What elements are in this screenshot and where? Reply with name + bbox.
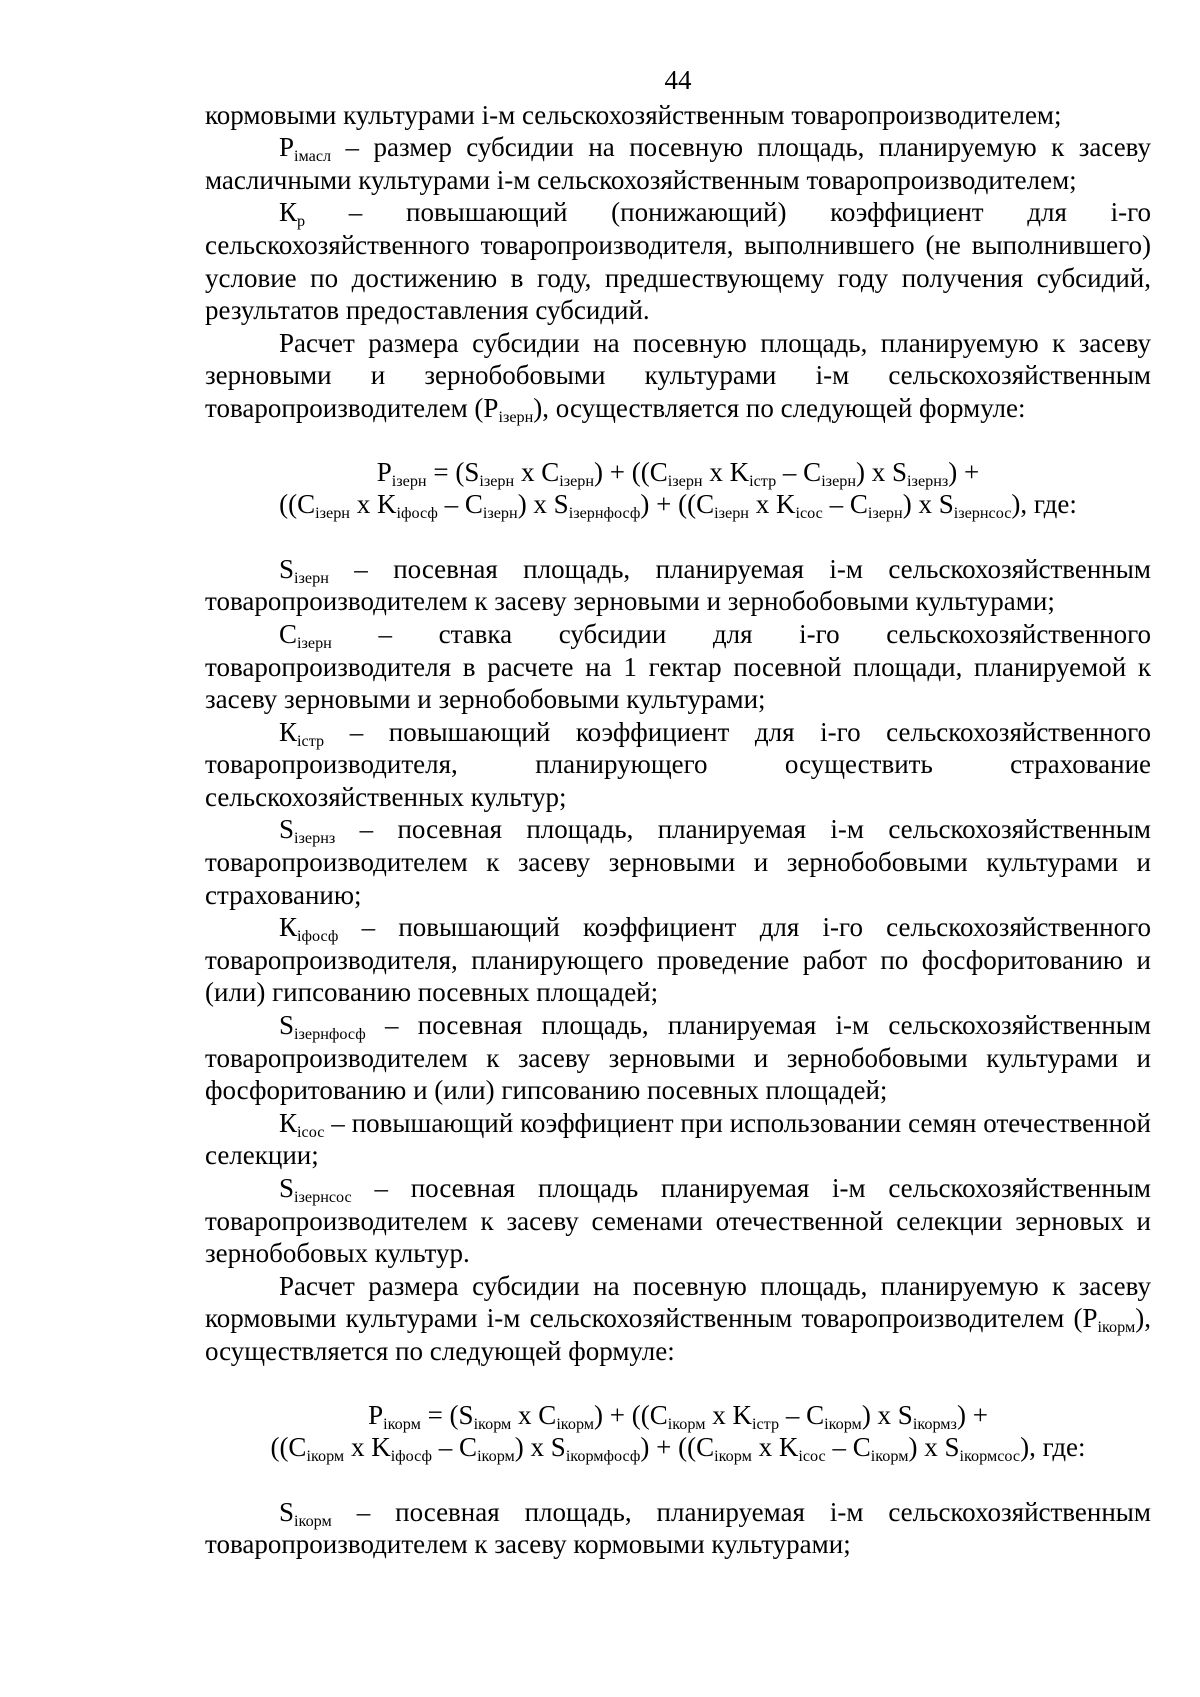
formula-text: x K — [748, 489, 796, 520]
formula-text: ) x S — [514, 1432, 566, 1463]
symbol-subscript: р — [297, 212, 306, 231]
formula-text: x K — [705, 1399, 752, 1430]
paragraph-text: ), осуществляется по следующей формуле: — [533, 392, 1026, 423]
formula-line — [205, 1431, 1151, 1464]
symbol-subscript: iкорм — [1097, 1318, 1136, 1337]
symbol-subscript: iсос — [297, 1122, 325, 1141]
definition-text: – посевная площадь, планируемая i-м сельскохозяйственным товаропроизводителем к засеву зерновыми и зернобобовыми культурами и страхованию; — [205, 814, 1151, 910]
formula-text: ) + — [956, 1399, 988, 1430]
document-page — [205, 64, 1151, 1561]
formula-subscript: iзернсос — [953, 503, 1012, 522]
formula-text: – C — [779, 1399, 825, 1430]
paragraph-text: кормовыми культурами i-м сельскохозяйственным товаропроизводителем; — [205, 99, 1062, 130]
formula-subscript: iзерн — [821, 471, 857, 490]
formula-grain — [205, 456, 1151, 521]
formula-subscript: iзерн — [667, 471, 703, 490]
symbol-subscript: iмасл — [294, 147, 332, 166]
formula-subscript: iстр — [752, 1414, 780, 1433]
symbol-subscript: iзерн — [498, 407, 534, 426]
formula-subscript: iкормфосф — [565, 1447, 641, 1466]
definition-k-r — [205, 196, 1151, 326]
formula-text: ) + ((C — [640, 1432, 715, 1463]
definition-text: – посевная площадь, планируемая i-м сельскохозяйственным товаропроизводителем к засеву кормовыми культурами; — [205, 1496, 1151, 1560]
definition-text: – повышающий коэффициент при использовании семян отечественной селекции; — [205, 1107, 1151, 1171]
definition-text: – размер субсидии на посевную площадь, планируемую к засеву масличными культурами i-м сельскохозяйственным товаропроизводителем; — [205, 132, 1151, 195]
symbol: К — [279, 716, 298, 747]
formula-text: x K — [344, 1432, 391, 1463]
formula-subscript: iзерн — [714, 503, 749, 522]
formula-text: P — [376, 456, 392, 487]
formula-text: ((C — [270, 1432, 307, 1463]
definition-s-izernfosf — [205, 1009, 1151, 1107]
formula-text: ), где: — [1011, 489, 1077, 520]
paragraph-text: ), осуществляется по следующей формуле: — [205, 1303, 1151, 1366]
formula-text: ) + — [948, 456, 980, 487]
symbol-subscript: iзерн — [294, 568, 329, 587]
formula-subscript: iзерн — [482, 503, 518, 522]
definition-k-istr — [205, 716, 1151, 814]
symbol: S — [279, 1010, 295, 1041]
formula-subscript: iкорм — [667, 1414, 706, 1433]
formula-subscript: iстр — [749, 471, 777, 490]
formula-subscript: iкорм — [824, 1414, 862, 1433]
formula-text: = (S — [426, 456, 480, 487]
symbol-subscript: iзернз — [294, 829, 336, 848]
formula-subscript: iкорм — [383, 1414, 421, 1433]
formula-text: ((C — [279, 489, 316, 520]
definition-text: – повышающий коэффициент для i-го сельскохозяйственного товаропроизводителя, планирующего проведение работ по фосфоритованию и (или) гипсованию посевных площадей; — [205, 912, 1151, 1008]
formula-text: – C — [437, 489, 483, 520]
paragraph-text: Расчет размера субсидии на посевную площадь, планируемую к засеву кормовыми культурами i-м сельскохозяйственным товаропроизводителем (P — [205, 1270, 1151, 1334]
formula-text: ) x S — [902, 489, 954, 520]
formula-text: ) + ((C — [594, 1399, 668, 1430]
formula-subscript: iзернфосф — [568, 503, 641, 522]
symbol-subscript: iстр — [297, 731, 325, 750]
formula-text: = (S — [420, 1399, 474, 1430]
formula-subscript: iзерн — [391, 471, 427, 490]
definition-s-izern — [205, 553, 1151, 618]
formula-text: ) x S — [908, 1432, 960, 1463]
definition-text: – посевная площадь планируемая i-м сельскохозяйственным товаропроизводителем к засеву семенами отечественной селекции зерновых и зернобобовых культур. — [205, 1173, 1151, 1269]
definition-c-izern — [205, 618, 1151, 716]
formula-text: x K — [349, 489, 397, 520]
formula-text: ) + ((C — [594, 456, 668, 487]
formula-subscript: iкормсос — [959, 1447, 1021, 1466]
formula-text: P — [368, 1399, 384, 1430]
formula-subscript: iзерн — [559, 471, 595, 490]
definition-text: – посевная площадь, планируемая i-м сельскохозяйственным товаропроизводителем к засеву зерновыми и зернобобовыми культурами; — [205, 553, 1151, 617]
paragraph-formula-intro-2 — [205, 1270, 1151, 1368]
formula-text: x K — [702, 456, 750, 487]
definition-text: – посевная площадь, планируемая i-м сельскохозяйственным товаропроизводителем к засеву зерновыми и зернобобовыми культурами и фосфоритованию и (или) гипсованию посевных площадей; — [205, 1010, 1151, 1106]
definition-s-izernz — [205, 813, 1151, 911]
symbol-subscript: iзерн — [297, 633, 332, 652]
definition-s-izernsos — [205, 1172, 1151, 1270]
formula-subscript: iкорм — [556, 1414, 595, 1433]
formula-subscript: iзернз — [907, 471, 949, 490]
symbol-subscript: iзернфосф — [294, 1024, 366, 1043]
formula-line — [205, 488, 1151, 521]
symbol-subscript: iфосф — [297, 927, 339, 946]
definition-k-ifosf — [205, 911, 1151, 1009]
formula-line — [205, 1399, 1151, 1432]
symbol: С — [279, 618, 298, 649]
formula-subscript: iкорм — [473, 1414, 512, 1433]
formula-text: ), где: — [1020, 1432, 1086, 1463]
definition-text: – ставка субсидии для i-го сельскохозяйственного товаропроизводителя в расчете на 1 гектар посевной площади, планируемой к засеву зерновыми и зернобобовыми культурами; — [205, 618, 1151, 715]
formula-text: x K — [751, 1432, 799, 1463]
formula-text: – C — [825, 1432, 871, 1463]
formula-text: – C — [822, 489, 868, 520]
formula-text: ) + ((C — [640, 489, 715, 520]
formula-fodder — [205, 1399, 1151, 1464]
symbol: К — [279, 1107, 298, 1138]
formula-subscript: iзерн — [479, 471, 515, 490]
definition-k-isos — [205, 1107, 1151, 1172]
paragraph-continuation — [205, 99, 1151, 132]
formula-subscript: iзерн — [867, 503, 903, 522]
paragraph-formula-intro-1 — [205, 327, 1151, 425]
formula-subscript: iкорм — [870, 1447, 909, 1466]
formula-text: – C — [776, 456, 822, 487]
formula-subscript: iфосф — [390, 1447, 433, 1466]
formula-subscript: iкорм — [477, 1447, 515, 1466]
symbol: К — [279, 912, 298, 943]
definition-p-imasl — [205, 131, 1151, 196]
symbol: S — [279, 553, 295, 584]
symbol: S — [279, 1173, 295, 1203]
formula-subscript: iзерн — [315, 503, 350, 522]
formula-subscript: iфосф — [396, 503, 438, 522]
symbol: К — [279, 197, 298, 228]
formula-subscript: iсос — [795, 503, 823, 522]
definition-text: – повышающий (понижающий) коэффициент для i-го сельскохозяйственного товаропроизводителя, выполнившего (не выполнившего) условие по достижению в году, предшествующему году получения субсидий, результатов предоставления субсидий. — [205, 197, 1151, 326]
symbol: S — [279, 1496, 295, 1527]
formula-subscript: iкорм — [714, 1447, 752, 1466]
definition-s-ikorm — [205, 1496, 1151, 1561]
symbol: P — [279, 132, 295, 163]
paragraph-text: Расчет размера субсидии на посевную площадь, планируемую к засеву зерновыми и зернобобовыми культурами i-м сельскохозяйственным товаропроизводителем (P — [205, 327, 1151, 423]
formula-text: ) x S — [517, 489, 569, 520]
symbol-subscript: iкорм — [294, 1511, 332, 1530]
formula-line — [205, 456, 1151, 489]
formula-subscript: iкорм — [306, 1447, 345, 1466]
formula-subscript: iкормз — [912, 1414, 957, 1433]
formula-subscript: iсос — [798, 1447, 826, 1466]
page-number: 44 — [664, 65, 692, 95]
symbol: S — [279, 814, 295, 845]
definition-text: – повышающий коэффициент для i-го сельскохозяйственного товаропроизводителя, планирующего осуществить страхование сельскохозяйственных культур; — [205, 716, 1151, 812]
symbol-subscript: iзернсос — [294, 1187, 352, 1206]
formula-text: x C — [514, 456, 560, 487]
formula-text: ) x S — [856, 456, 908, 487]
formula-text: – C — [432, 1432, 478, 1463]
formula-text: x C — [511, 1399, 557, 1430]
formula-text: ) x S — [861, 1399, 913, 1430]
